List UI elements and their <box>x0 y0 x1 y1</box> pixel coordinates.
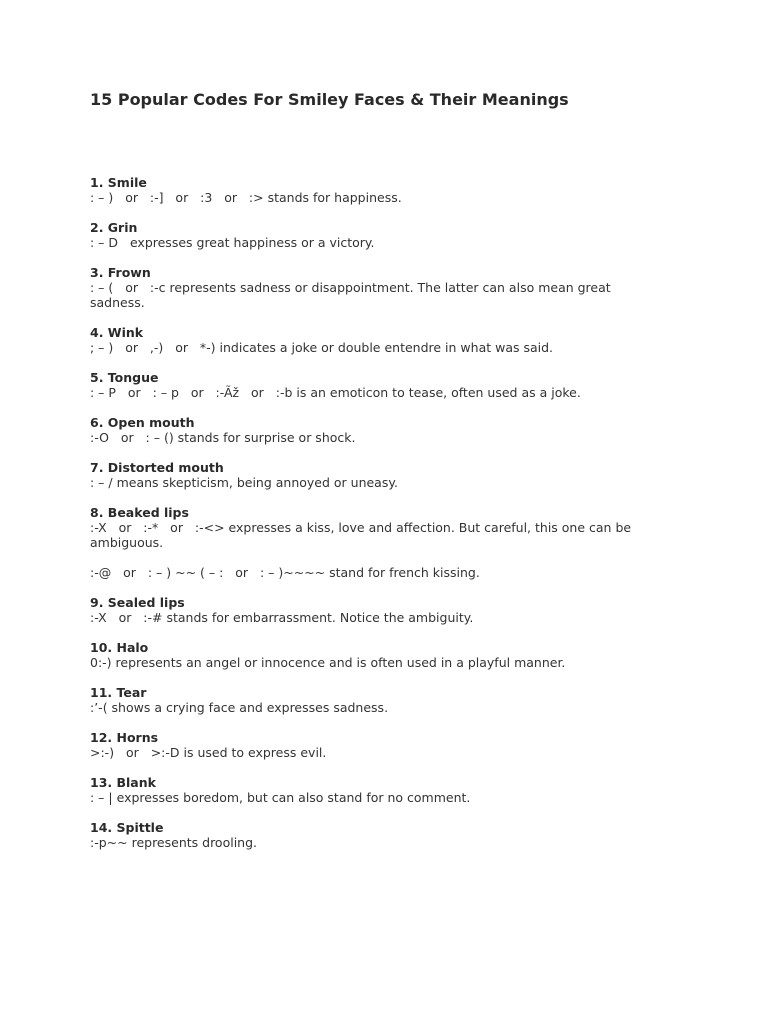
entry-description: ; – ) or ,-) or *-) indicates a joke or double entendre in what was said. <box>90 340 554 355</box>
entry-extra-description: :-@ or : – ) ~~ ( – : or : – )~~~~ stand for french kissing. <box>90 565 480 580</box>
entry-title: 1. Smile <box>90 175 147 190</box>
entry-title: 13. Blank <box>90 775 156 790</box>
list-item <box>90 505 650 580</box>
emoticon-list <box>90 175 650 865</box>
list-item <box>90 775 650 805</box>
list-item <box>90 265 650 310</box>
entry-title: 4. Wink <box>90 325 144 340</box>
entry-description: :-X or :-# stands for embarrassment. Notice the ambiguity. <box>90 610 474 625</box>
entry-description: : – P or : – p or :-Ãž or :-b is an emoticon to tease, often used as a joke. <box>90 385 581 400</box>
entry-description: :-O or : – () stands for surprise or shock. <box>90 430 356 445</box>
entry-title: 3. Frown <box>90 265 151 280</box>
entry-title: 12. Horns <box>90 730 159 745</box>
entry-description: :-X or :-* or :-<> expresses a kiss, love and affection. But careful, this one can be ambiguous. <box>90 520 636 550</box>
list-item <box>90 415 650 445</box>
entry-description: : – D expresses great happiness or a victory. <box>90 235 375 250</box>
entry-title: 10. Halo <box>90 640 149 655</box>
entry-title: 6. Open mouth <box>90 415 195 430</box>
entry-description: :’-( shows a crying face and expresses sadness. <box>90 700 389 715</box>
entry-title: 7. Distorted mouth <box>90 460 224 475</box>
list-item <box>90 685 650 715</box>
list-item <box>90 460 650 490</box>
entry-title: 9. Sealed lips <box>90 595 185 610</box>
list-item <box>90 325 650 355</box>
entry-description: : – / means skepticism, being annoyed or uneasy. <box>90 475 398 490</box>
entry-description: : – | expresses boredom, but can also stand for no comment. <box>90 790 471 805</box>
list-item <box>90 220 650 250</box>
entry-title: 2. Grin <box>90 220 138 235</box>
list-item <box>90 640 650 670</box>
entry-title: 8. Beaked lips <box>90 505 189 520</box>
entry-description: : – ( or :-c represents sadness or disappointment. The latter can also mean great sadness. <box>90 280 615 310</box>
entry-description: :-p~~ represents drooling. <box>90 835 258 850</box>
list-item <box>90 730 650 760</box>
entry-description: : – ) or :-] or :3 or :> stands for happiness. <box>90 190 402 205</box>
entry-description: >:-) or >:-D is used to express evil. <box>90 745 327 760</box>
entry-title: 5. Tongue <box>90 370 159 385</box>
entry-description: 0:-) represents an angel or innocence and is often used in a playful manner. <box>90 655 566 670</box>
list-item <box>90 595 650 625</box>
list-item <box>90 175 650 205</box>
page-title: 15 Popular Codes For Smiley Faces & Their Meanings <box>90 90 569 109</box>
entry-title: 11. Tear <box>90 685 147 700</box>
list-item <box>90 820 650 850</box>
entry-title: 14. Spittle <box>90 820 164 835</box>
list-item <box>90 370 650 400</box>
